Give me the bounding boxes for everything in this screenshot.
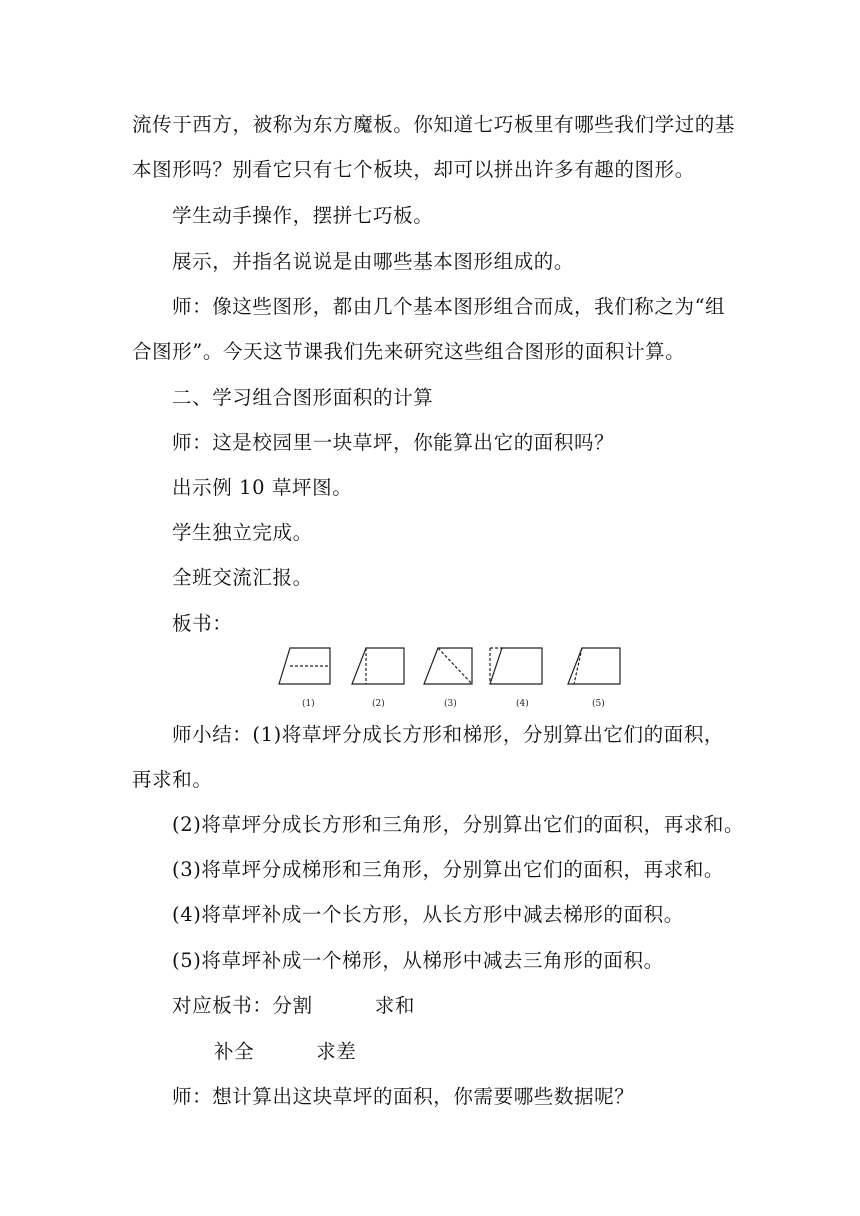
- paragraph-line: 全班交流汇报。: [172, 566, 313, 589]
- paragraph-line: (3)将草坪分成梯形和三角形，分别算出它们的面积，再求和。: [172, 858, 725, 881]
- paragraph-line: 展示，并指名说说是由哪些基本图形组成的。: [172, 250, 575, 273]
- section-heading: 二、学习组合图形面积的计算: [172, 386, 434, 409]
- figure-label: (4): [516, 699, 529, 709]
- figure-label: (5): [592, 699, 605, 709]
- board-complete: 补全: [214, 1040, 255, 1063]
- paragraph-line: 师：像这些图形，都由几个基本图形组合而成，我们称之为“组: [172, 295, 726, 318]
- board-diff: 求差: [316, 1040, 357, 1063]
- figure-label: (3): [444, 699, 457, 709]
- paragraph-line: 师小结：(1)将草坪分成长方形和梯形，分别算出它们的面积，: [172, 723, 725, 746]
- figure-label: (2): [372, 699, 385, 709]
- paragraph-line: 师：想计算出这块草坪的面积，你需要哪些数据呢？: [172, 1085, 635, 1108]
- paragraph-line: 出示例 10 草坪图。: [172, 476, 353, 499]
- paragraph-line: 流传于西方，被称为东方魔板。你知道七巧板里有哪些我们学过的基: [132, 113, 736, 136]
- figure-label: (1): [302, 699, 315, 709]
- paragraph-line: 板书：: [172, 612, 233, 635]
- board-line-1: [172, 991, 415, 1021]
- board-line-2: [214, 1037, 356, 1067]
- board-label: 对应板书：: [172, 994, 273, 1017]
- board-split: 分割: [272, 994, 313, 1017]
- figure-3-dashed-line: [438, 648, 472, 684]
- figure-4-shape: [490, 648, 542, 684]
- paragraph-line: 学生动手操作，摆拼七巧板。: [172, 204, 434, 227]
- lawn-division-figures: [272, 640, 632, 712]
- paragraph-line: (5)将草坪补成一个梯形，从梯形中减去三角形的面积。: [172, 949, 664, 972]
- paragraph-line: 再求和。: [132, 768, 213, 791]
- paragraph-line: 本图形吗？别看它只有七个板块，却可以拼出许多有趣的图形。: [132, 158, 695, 181]
- paragraph-line: 学生独立完成。: [172, 521, 313, 544]
- paragraph-line: (4)将草坪补成一个长方形，从长方形中减去梯形的面积。: [172, 903, 684, 926]
- figure-3-shape: [424, 648, 472, 684]
- paragraph-line: 师：这是校园里一块草坪，你能算出它的面积吗？: [172, 431, 615, 454]
- paragraph-line: (2)将草坪分成长方形和三角形，分别算出它们的面积，再求和。: [172, 813, 745, 836]
- board-sum: 求和: [374, 994, 415, 1017]
- paragraph-line: 合图形”。今天这节课我们先来研究这些组合图形的面积计算。: [132, 340, 686, 363]
- figure-2-shape: [352, 648, 404, 684]
